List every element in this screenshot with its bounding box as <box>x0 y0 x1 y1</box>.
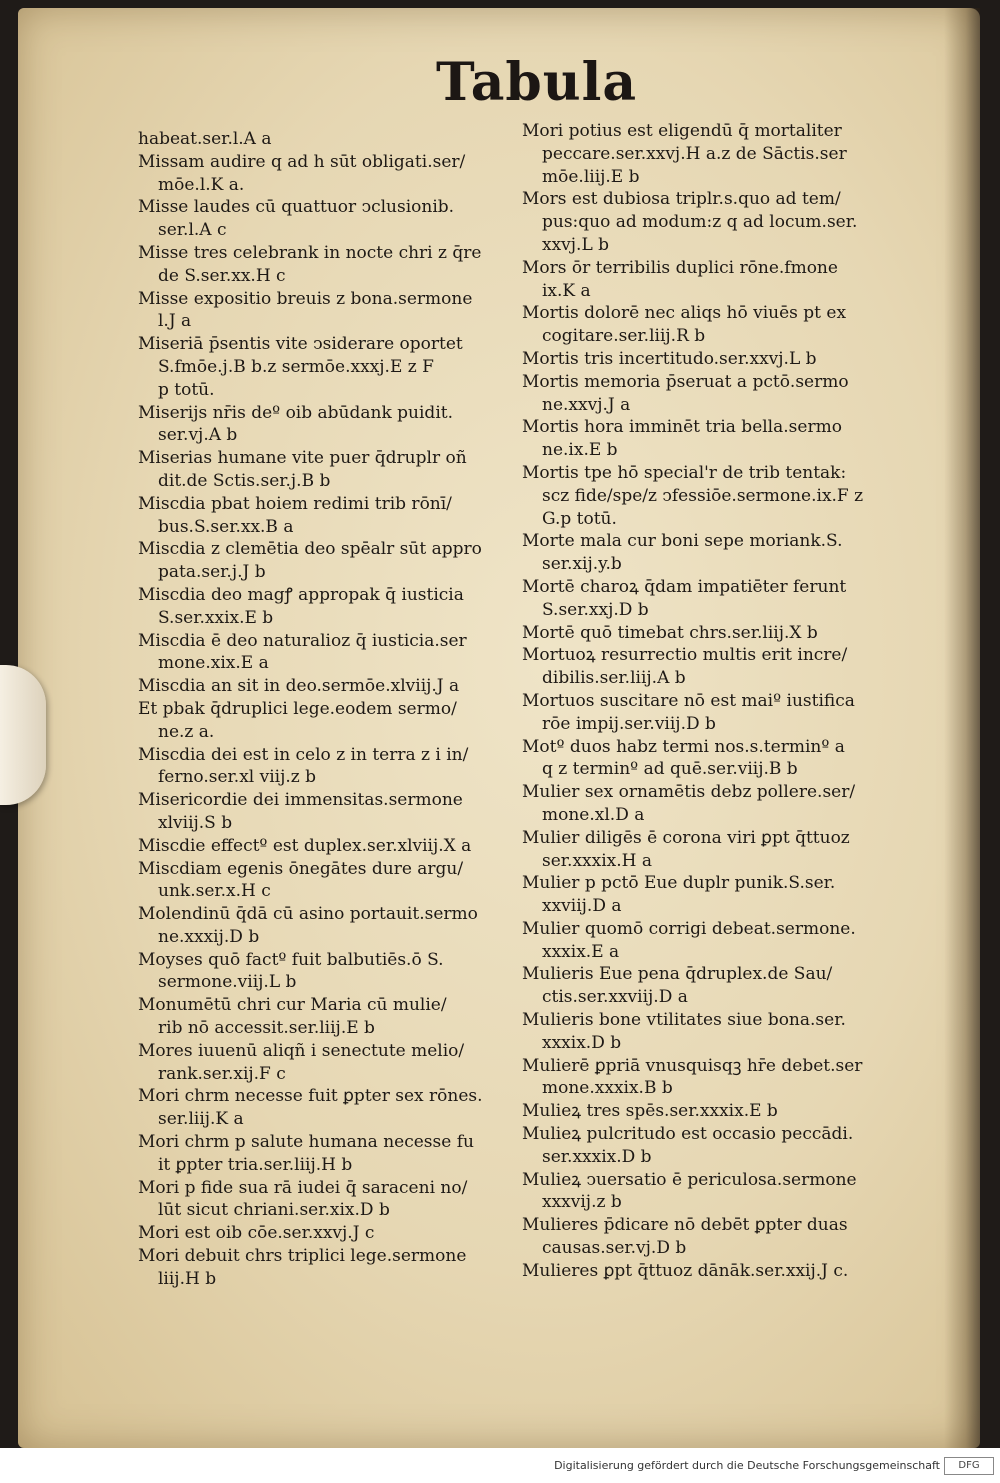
index-entry-line: xxxix.D b <box>542 1032 622 1053</box>
index-entry-line: Monumētū chri cur Maria cū mulie/ <box>138 995 447 1016</box>
index-entry-line: Miscdia ē deo naturalioz q̄ iusticia.ser <box>138 630 467 651</box>
funding-credit: Digitalisierung gefördert durch die Deutsche Forschungsgemeinschaft <box>554 1459 940 1472</box>
index-entry-line: de S.ser.xx.H c <box>158 265 286 286</box>
index-entry-line: Mulieꝝ ↄuersatio ē periculosa.sermone <box>522 1169 857 1190</box>
index-entry-line: ne.xxxij.D b <box>158 926 260 947</box>
index-entry-line: Mortuoꝝ resurrectio multis erit incre/ <box>522 645 848 666</box>
index-entry-line: rank.ser.xij.F c <box>158 1063 286 1084</box>
page-gutter-shadow <box>944 8 980 1448</box>
index-entry-line: Miscdie effectº est duplex.ser.xlviij.X a <box>138 835 472 856</box>
index-entry-line: Mortē charoꝝ q̄dam impatiēter ferunt <box>522 576 847 597</box>
index-entry-line: xxviij.D a <box>542 896 622 917</box>
index-entry-line: Mori potius est eligendū q̄ mortaliter <box>522 121 842 141</box>
index-entry-line: Mortis tpe hō special'r de trib tentak: <box>522 462 847 483</box>
index-entry-line: ix.K a <box>542 280 591 301</box>
index-entry-line: sermone.viij.L b <box>158 972 297 993</box>
index-entry-line: liij.H b <box>158 1268 217 1289</box>
index-entry-line: Mortis dolorē nec aliqs hō viuēs pt ex <box>522 303 847 324</box>
index-entry-line: xlviij.S b <box>158 812 233 833</box>
index-entry-line: Misse expositio breuis z bona.sermone <box>138 288 473 309</box>
index-entry-line: Mori debuit chrs triplici lege.sermone <box>138 1246 467 1267</box>
index-entry-line: Mortuos suscitare nō est maiº iustifica <box>522 690 855 711</box>
index-entry-line: ctis.ser.xxviij.D a <box>542 987 688 1008</box>
index-entry-line: Mori p fide sua rā iudei q̄ saraceni no/ <box>138 1177 468 1198</box>
index-entry-line: Et pbak q̄druplici lege.eodem sermo/ <box>138 698 457 719</box>
index-entry-line: Missam audire q ad h sūt obligati.ser/ <box>138 151 466 172</box>
index-entry-line: scz fide/spe/z ↄfessiōe.sermone.ix.F z <box>542 485 864 506</box>
index-entry-line: peccare.ser.xxvj.H a.z de Sāctis.ser <box>542 143 847 164</box>
index-entry-line: Misse tres celebrank in nocte chri z q̄re <box>138 242 482 263</box>
index-entry-line: mōe.liij.E b <box>542 166 640 187</box>
index-entry-line: Mulieꝝ pulcritudo est occasio peccādi. <box>522 1124 854 1145</box>
index-entry-line: xxxvij.z b <box>542 1192 622 1213</box>
index-entry-line: Mortē quō timebat chrs.ser.liij.X b <box>522 622 818 643</box>
index-entry-line: Miscdia pbat hoiem redimi trib rōnī/ <box>138 493 452 514</box>
index-entry-line: dibilis.ser.liij.A b <box>542 668 686 689</box>
index-entry-line: Miscdia z clemētia deo spēalr sūt appro <box>138 539 482 560</box>
index-entry-line: Mori chrm p salute humana necesse fu <box>138 1132 474 1153</box>
index-entry-line: q z terminº ad quē.ser.viij.B b <box>542 759 798 780</box>
index-entry-line: ne.xxvj.J a <box>542 394 631 415</box>
index-entry-line: causas.ser.vj.D b <box>542 1238 687 1259</box>
index-entry-line: mone.xxxix.B b <box>542 1078 673 1099</box>
index-entry-line: Mors est dubiosa triplr.s.quo ad tem/ <box>522 189 841 210</box>
index-entry-line: ne.z a. <box>158 721 215 742</box>
index-entry-line: p totū. <box>158 379 215 400</box>
index-entry-line: Miscdia deo magꝭ appropak q̄ iusticia <box>138 584 464 605</box>
index-entry-line: unk.ser.x.H c <box>158 881 271 902</box>
index-entry-line: Mulier p pctō Eue duplr punik.S.ser. <box>522 873 836 894</box>
index-entry-line: Misericordie dei immensitas.sermone <box>138 790 463 811</box>
index-entry-line: mōe.l.K a. <box>158 174 245 195</box>
index-entry-line: Miseriā p̄sentis vite ↄsiderare oportet <box>138 334 463 355</box>
index-entry-line: S.ser.xxix.E b <box>158 607 274 628</box>
index-entry-line: it ꝑpter tria.ser.liij.H b <box>158 1154 353 1175</box>
page-title: Tabula <box>436 52 638 113</box>
index-entry-line: Mors ōr terribilis duplici rōne.fmone <box>522 257 838 278</box>
index-entry-line: Mulieres ꝑpt q̄ttuoz dānāk.ser.xxij.J c. <box>522 1260 849 1281</box>
index-entry-line: Mulieris bone vtilitates siue bona.ser. <box>522 1010 846 1031</box>
index-entry-line: xxvj.L b <box>542 234 610 255</box>
index-entry-line: pus:quo ad modum:z q ad locum.ser. <box>542 212 858 233</box>
index-entry-line: pata.ser.j.J b <box>158 562 266 583</box>
index-column-left <box>138 128 528 1291</box>
index-entry-line: cogitare.ser.liij.R b <box>542 326 706 347</box>
index-entry-line: G.p totū. <box>542 508 617 529</box>
index-entry-line: Mori chrm necesse fuit ꝑpter sex rōnes. <box>138 1086 483 1107</box>
index-entry-line: Moyses quō factº fuit balbutiēs.ō S. <box>138 949 444 970</box>
index-entry-line: habeat.ser.l.A a <box>138 129 272 149</box>
index-entry-line: Miscdiam egenis ōnegātes dure argu/ <box>138 858 464 879</box>
index-entry-line: ser.xxxix.H a <box>542 850 653 871</box>
index-entry-line: dit.de Sctis.ser.j.B b <box>158 470 331 491</box>
digitization-footer <box>0 1448 1000 1483</box>
index-entry-line: Miserias humane vite puer q̄druplr oñ <box>138 448 467 469</box>
index-column-right <box>522 120 912 1283</box>
index-entry-line: Mores iuuenū aliqñ i senectute melio/ <box>138 1040 465 1061</box>
index-entry-line: Misse laudes cū quattuor ↄclusionib. <box>138 197 455 218</box>
index-entry-line: Mortis tris incertitudo.ser.xxvj.L b <box>522 348 817 369</box>
dfg-logo: DFG <box>944 1457 994 1475</box>
index-entry-line: Miscdia dei est in celo z in terra z i in/ <box>138 744 469 765</box>
index-entry-line: Mulieres p̄dicare nō debēt ꝑpter duas <box>522 1215 848 1236</box>
index-entry-line: ser.liij.K a <box>158 1109 244 1130</box>
index-entry-line: rōe impij.ser.viij.D b <box>542 713 716 734</box>
index-entry-line: ser.xxxix.D b <box>542 1146 652 1167</box>
index-entry-line: Morte mala cur boni sepe moriank.S. <box>522 531 843 552</box>
index-entry-line: ser.vj.A b <box>158 425 238 446</box>
index-entry-line: Motº duos habz termi nos.s.terminº a <box>522 736 845 757</box>
index-entry-line: ne.ix.E b <box>542 440 618 461</box>
index-entry-line: ferno.ser.xl viij.z b <box>158 767 317 788</box>
index-entry-line: ser.l.A c <box>158 220 227 241</box>
index-entry-line: Mortis memoria p̄seruat a pctō.sermo <box>522 371 849 392</box>
index-entry-line: mone.xix.E a <box>158 653 269 674</box>
index-entry-line: Mulieꝝ tres spēs.ser.xxxix.E b <box>522 1101 778 1122</box>
index-entry-line: Mulierē ꝑpriā vnusquisqꝫ hr̄e debet.ser <box>522 1055 863 1076</box>
index-entry-line: bus.S.ser.xx.B a <box>158 516 294 537</box>
page-tab-marker <box>0 665 46 805</box>
index-entry-line: lūt sicut chriani.ser.xix.D b <box>158 1200 390 1221</box>
index-entry-line: Mulieris Eue pena q̄druplex.de Sau/ <box>522 964 833 985</box>
index-entry-line: Molendinū q̄dā cū asino portauit.sermo <box>138 904 478 925</box>
index-entry-line: Miserijs nr̄is deº oib abūdank puidit. <box>138 402 453 423</box>
index-entry-line: ser.xij.y.b <box>542 554 622 575</box>
index-entry-line: Mulier diligēs ē corona viri ꝑpt q̄ttuoz <box>522 827 850 848</box>
index-entry-line: mone.xl.D a <box>542 804 645 825</box>
index-entry-line: rib nō accessit.ser.liij.E b <box>158 1018 375 1039</box>
index-entry-line: Mulier sex ornamētis debz pollere.ser/ <box>522 782 856 803</box>
index-entry-line: Mortis hora imminēt tria bella.sermo <box>522 417 842 438</box>
index-entry-line: Mori est oib cōe.ser.xxvj.J c <box>138 1223 375 1244</box>
index-entry-line: S.fmōe.j.B b.z sermōe.xxxj.E z F <box>158 356 434 377</box>
index-entry-line: Miscdia an sit in deo.sermōe.xlviij.J a <box>138 676 460 697</box>
index-entry-line: xxxix.E a <box>542 941 620 962</box>
index-entry-line: S.ser.xxj.D b <box>542 599 649 620</box>
index-entry-line: l.J a <box>158 311 192 332</box>
index-entry-line: Mulier quomō corrigi debeat.sermone. <box>522 918 856 939</box>
